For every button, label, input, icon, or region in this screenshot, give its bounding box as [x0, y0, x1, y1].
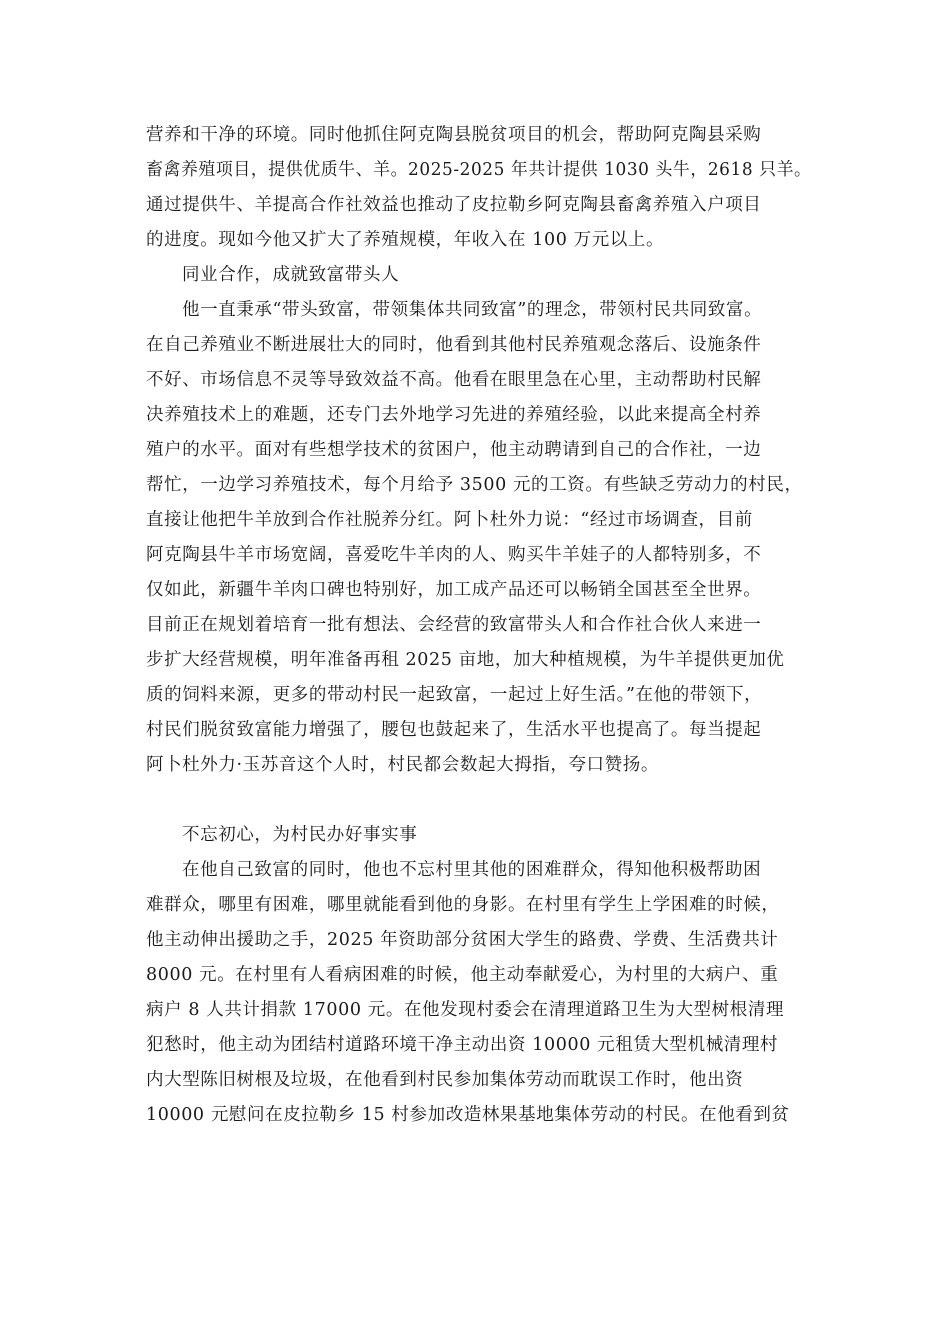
- section-heading: 同业合作，成就致富带头人: [182, 265, 400, 285]
- text-line: 在自己养殖业不断进展壮大的同时，他看到其他村民养殖观念落后、设施条件: [146, 335, 762, 355]
- text-line: 营养和干净的环境。同时他抓住阿克陶县脱贫项目的机会，帮助阿克陶县采购: [146, 125, 762, 145]
- text-line: 他主动伸出援助之手，2025 年资助部分贫困大学生的路费、学费、生活费共计: [146, 930, 779, 950]
- text-line: 阿卜杜外力·玉苏音这个人时，村民都会数起大拇指，夸口赞扬。: [146, 755, 659, 775]
- text-line: 殖户的水平。面对有些想学技术的贫困户，他主动聘请到自己的合作社，一边: [146, 440, 762, 460]
- text-line: 质的饲料来源，更多的带动村民一起致富，一起过上好生活。”在他的带领下，: [146, 685, 763, 705]
- text-line: 村民们脱贫致富能力增强了，腰包也鼓起来了，生活水平也提高了。每当提起: [146, 720, 762, 740]
- text-line: 畜禽养殖项目，提供优质牛、羊。2025-2025 年共计提供 1030 头牛，2618 只羊。: [146, 160, 812, 180]
- text-line: 通过提供牛、羊提高合作社效益也推动了皮拉勒乡阿克陶县畜禽养殖入户项目: [146, 195, 762, 215]
- text-line: 他一直秉承“带头致富，带领集体共同致富”的理念，带领村民共同致富。: [182, 300, 763, 320]
- text-line: 难群众，哪里有困难，哪里就能看到他的身影。在村里有学生上学困难的时候，: [146, 895, 780, 915]
- text-line: 10000 元慰问在皮拉勒乡 15 村参加改造林果基地集体劳动的村民。在他看到贫: [146, 1105, 790, 1125]
- text-line: 仅如此，新疆牛羊肉口碑也特别好，加工成产品还可以畅销全国甚至全世界。: [146, 580, 762, 600]
- text-line: 8000 元。在村里有人看病困难的时候，他主动奉献爱心，为村里的大病户、重: [146, 965, 779, 985]
- text-line: 决养殖技术上的难题，还专门去外地学习先进的养殖经验，以此来提高全村养: [146, 405, 762, 425]
- text-line: 病户 8 人共计捐款 17000 元。在他发现村委会在清理道路卫生为大型树根清理: [146, 1000, 785, 1020]
- text-line: 阿克陶县牛羊市场宽阔，喜爱吃牛羊肉的人、购买牛羊娃子的人都特别多，不: [146, 545, 762, 565]
- text-line: 直接让他把牛羊放到合作社脱养分红。阿卜杜外力说：“经过市场调查，目前: [146, 510, 753, 530]
- text-line: 在他自己致富的同时，他也不忘村里其他的困难群众，得知他积极帮助困: [182, 860, 762, 880]
- section-heading: 不忘初心，为村民办好事实事: [182, 825, 418, 845]
- text-line: 的进度。现如今他又扩大了养殖规模，年收入在 100 万元以上。: [146, 230, 665, 250]
- text-line: 犯愁时，他主动为团结村道路环境干净主动出资 10000 元租赁大型机械清理村: [146, 1035, 779, 1055]
- text-line: 帮忙，一边学习养殖技术，每个月给予 3500 元的工资。有些缺乏劳动力的村民，: [146, 475, 803, 495]
- text-line: 内大型陈旧树根及垃圾，在他看到村民参加集体劳动而耽误工作时，他出资: [146, 1070, 744, 1090]
- text-line: 不好、市场信息不灵等导致效益不高。他看在眼里急在心里，主动帮助村民解: [146, 370, 762, 390]
- text-line: 目前正在规划着培育一批有想法、会经营的致富带头人和合作社合伙人来进一: [146, 615, 762, 635]
- text-line: 步扩大经营规模，明年准备再租 2025 亩地，加大种植规模，为牛羊提供更加优: [146, 650, 785, 670]
